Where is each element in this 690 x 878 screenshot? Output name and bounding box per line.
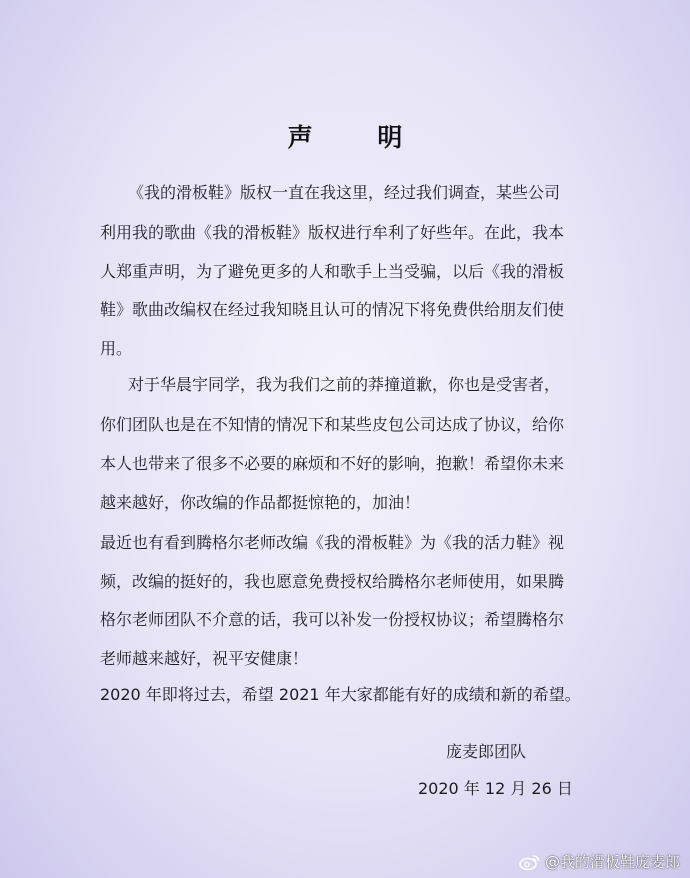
paragraph-line: 频，改编的挺好的，我也愿意免费授权给腾格尔老师使用，如果腾 [100,572,565,591]
paragraph-line: 格尔老师团队不介意的话，我可以补发一份授权协议；希望腾格尔 [100,610,565,629]
weibo-icon [519,853,541,871]
paragraph-line: 人郑重声明，为了避免更多的人和歌手上当受骗，以后《我的滑板 [100,262,565,281]
paragraph-line: 《我的滑板鞋》版权一直在我这里，经过我们调查，某些公司 [128,183,561,202]
statement-date: 2020 年 12 月 26 日 [418,779,573,798]
document-title: 声 明 [287,123,431,152]
paragraph-line: 2020 年即将过去，希望 2021 年大家都能有好的成绩和新的希望。 [100,685,581,704]
paragraph-line: 用。 [100,339,133,358]
paragraph-line: 老师越来越好，祝平安健康！ [100,649,309,668]
paragraph-line: 利用我的歌曲《我的滑板鞋》版权进行牟利了好些年。在此，我本 [100,223,565,242]
paragraph-line: 你们团队也是在不知情的情况下和某些皮包公司达成了协议，给你 [100,415,565,434]
weibo-watermark [519,851,680,872]
paragraph-line: 越来越好，你改编的作品都挺惊艳的，加油！ [100,493,421,512]
signature: 庞麦郎团队 [446,742,527,761]
paragraph-line: 本人也带来了很多不必要的麻烦和不好的影响，抱歉！希望你未来 [100,454,565,473]
paragraph-line: 对于华晨宇同学，我为我们之前的莽撞道歉，你也是受害者， [128,375,561,394]
paragraph-line: 最近也有看到腾格尔老师改编《我的滑板鞋》为《我的活力鞋》视 [100,533,565,552]
watermark-text: @我的滑板鞋庞麦郎 [544,853,680,871]
paragraph-line: 鞋》歌曲改编权在经过我知晓且认可的情况下将免费供给朋友们使 [100,300,565,319]
